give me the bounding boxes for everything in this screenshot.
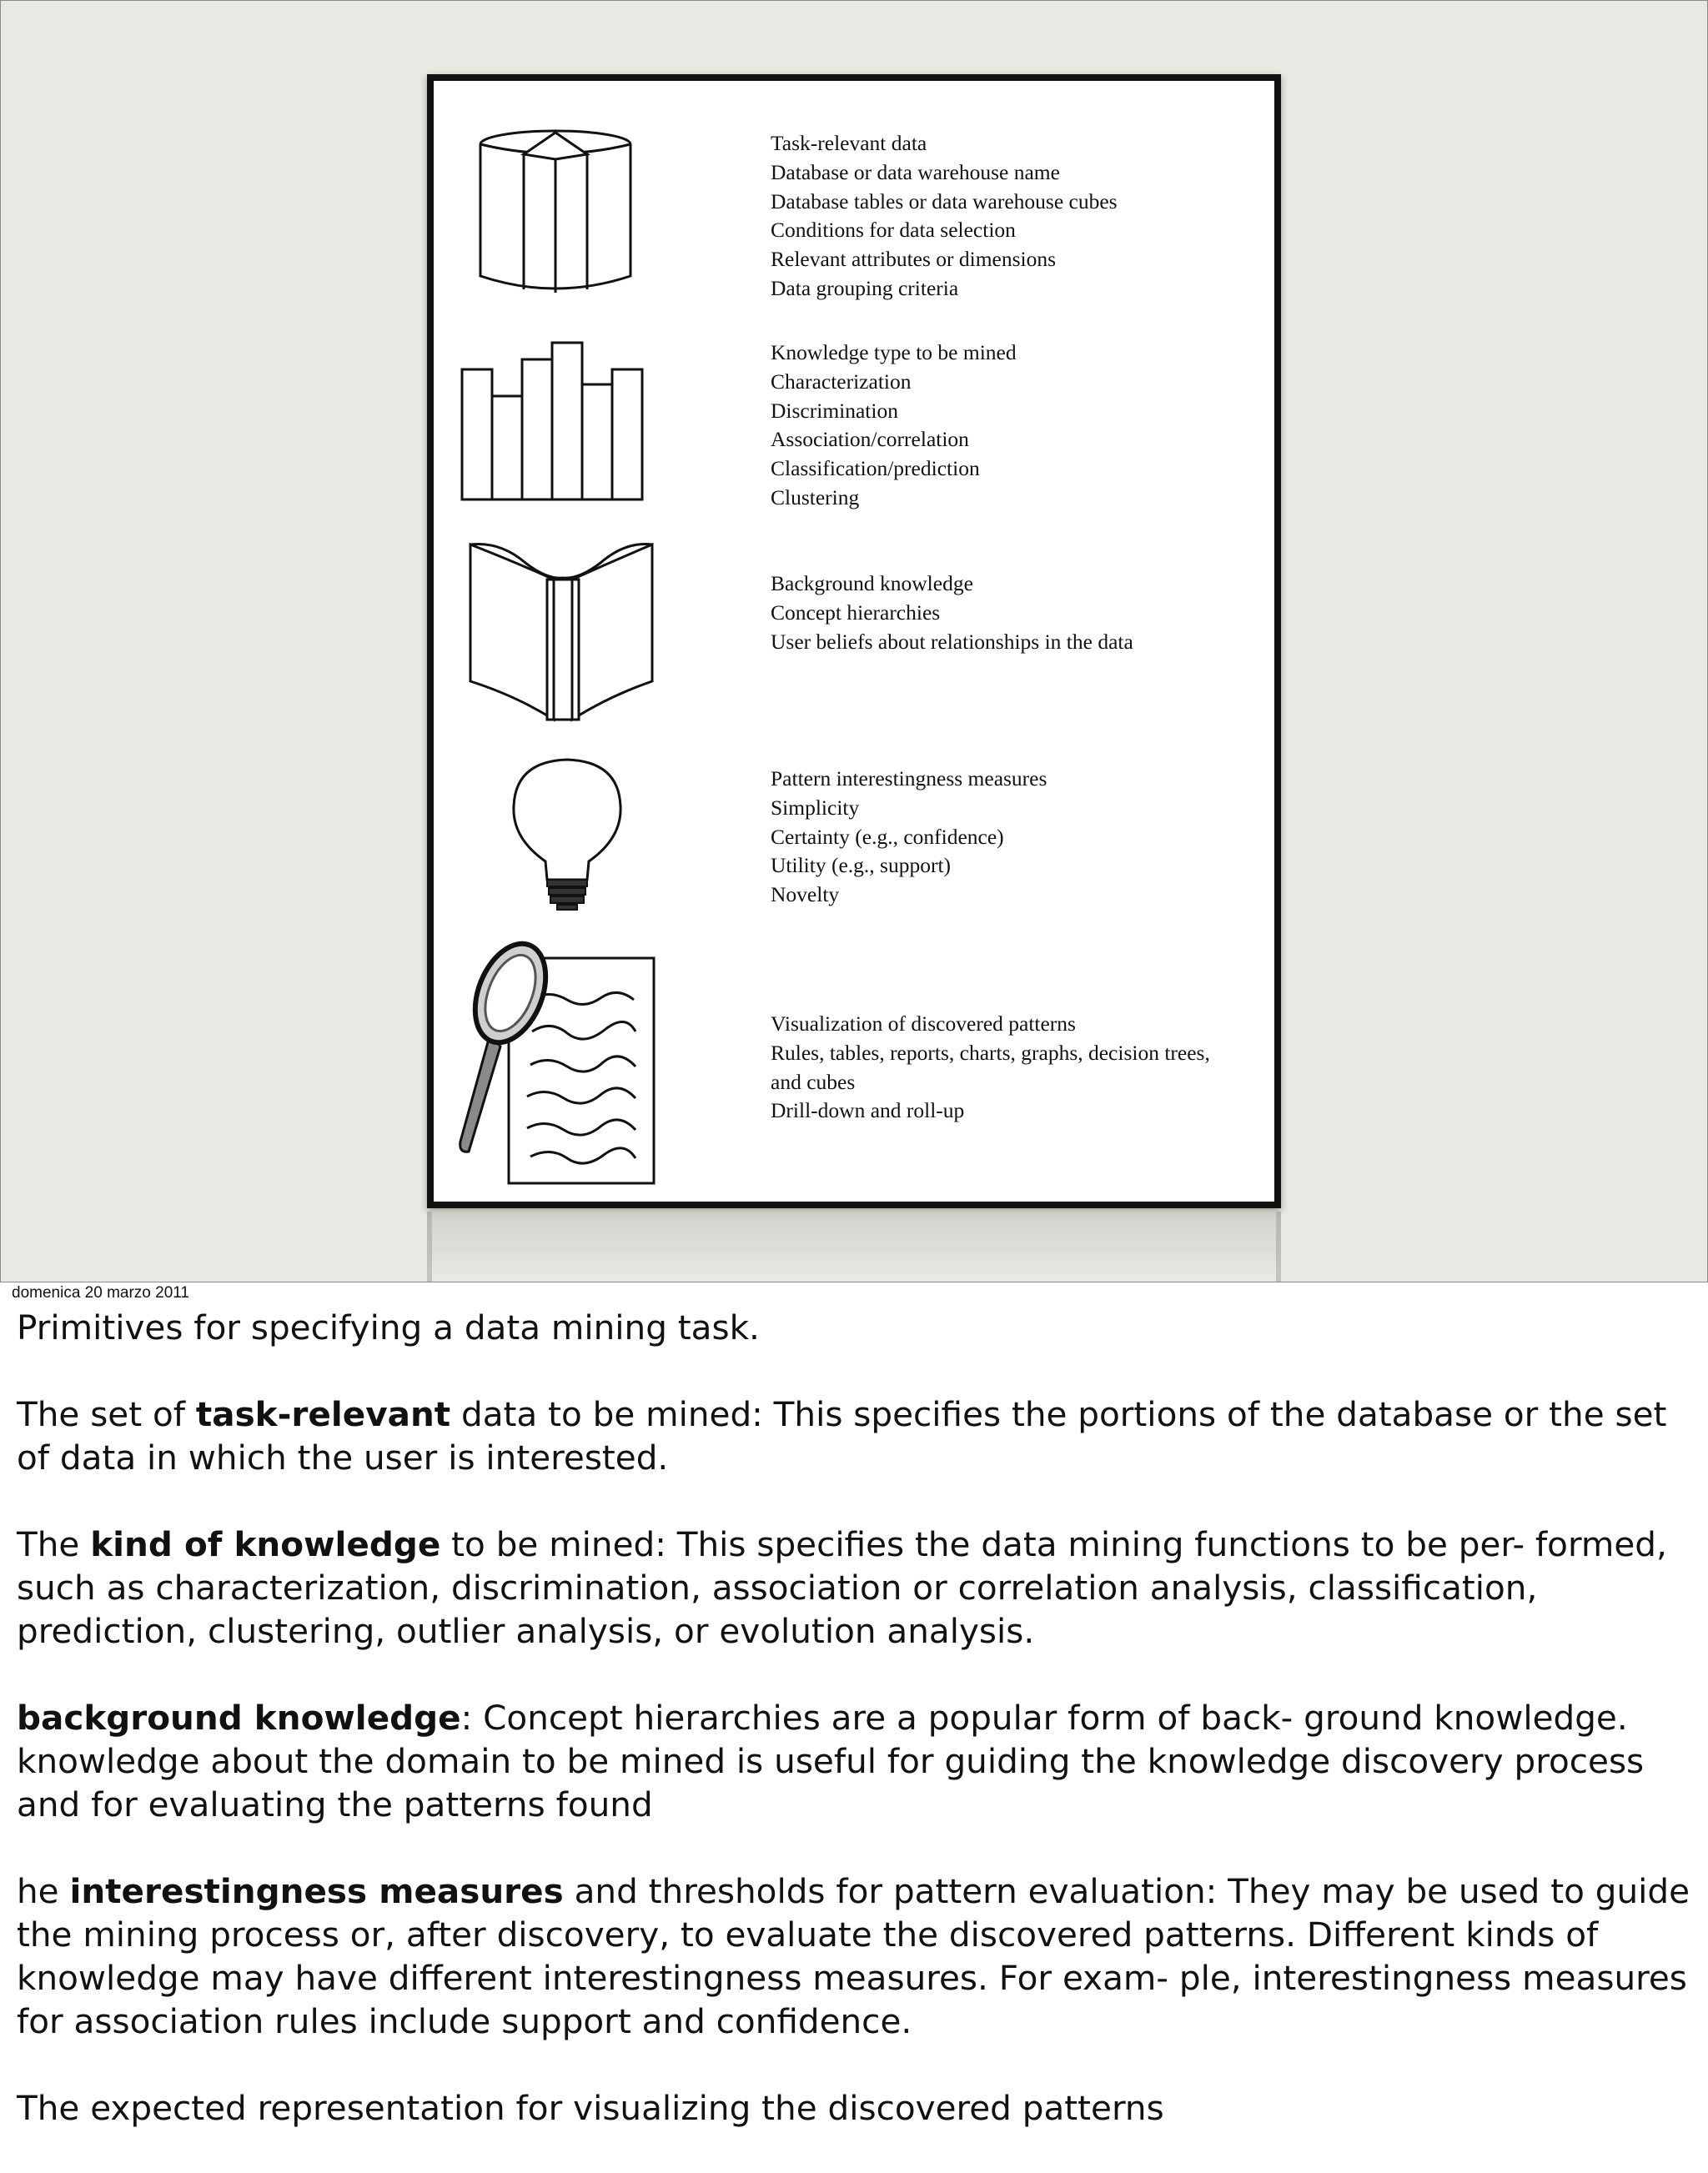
group-item: Database tables or data warehouse cubes: [771, 188, 1118, 213]
group-heading: Task-relevant data: [771, 131, 927, 155]
group-item: Utility (e.g., support): [771, 853, 952, 878]
group-knowledge-type: [771, 339, 1017, 513]
group-item: Classification/prediction: [771, 456, 980, 481]
group-item: Drill-down and roll-up: [771, 1098, 965, 1123]
bar-chart-icon: [459, 339, 659, 506]
group-heading: Visualization of discovered patterns: [771, 1011, 1076, 1036]
notes-paragraph-representation: The expected representation for visualizing the discovered patterns: [17, 2088, 1164, 2128]
light-bulb-icon: [509, 755, 625, 913]
group-item: Characterization: [771, 369, 912, 394]
group-item: User beliefs about relationships in the data: [771, 629, 1133, 654]
group-item: Relevant attributes or dimensions: [771, 247, 1057, 272]
group-heading: Pattern interestingness measures: [771, 766, 1047, 790]
photo-reflection: [427, 1212, 1281, 1282]
notes-title: Primitives for specifying a data mining task.: [17, 1307, 760, 1347]
group-item: Database or data warehouse name: [771, 159, 1060, 184]
group-item: Rules, tables, reports, charts, graphs, decision trees,: [771, 1040, 1210, 1065]
group-task-relevant-data: [771, 129, 1118, 304]
notes-keyword: kind of knowledge: [90, 1524, 441, 1564]
notes-keyword: task-relevant: [195, 1394, 451, 1434]
group-item: Concept hierarchies: [771, 600, 941, 625]
notes-paragraph-background-knowledge: background knowledge: Concept hierarchies are a popular form of back- ground knowledge. knowledge about the domain to be mined is useful for guiding the knowledge discovery process and for evaluating the patterns found: [17, 1698, 1645, 1824]
notes-keyword: interestingness measures: [69, 1871, 564, 1911]
group-item: Simplicity: [771, 795, 860, 820]
open-book-icon: [467, 538, 659, 723]
group-interestingness-measures: [771, 765, 1047, 910]
group-item: Clustering: [771, 484, 860, 509]
group-heading: Knowledge type to be mined: [771, 340, 1017, 364]
notes-paragraph-task-relevant: The set of task-relevant data to be mined: This specifies the portions of the database or the set of data in which the user is interested.: [17, 1394, 1667, 1478]
group-item: and cubes: [771, 1069, 856, 1094]
group-item: Discrimination: [771, 398, 898, 423]
figure-photo: [427, 74, 1281, 1208]
group-item: Conditions for data selection: [771, 218, 1016, 243]
group-background-knowledge: [771, 570, 1133, 656]
database-cylinder-icon: [472, 126, 639, 301]
group-item: Association/correlation: [771, 427, 969, 452]
notes-keyword: background knowledge: [17, 1698, 461, 1738]
slide-date: domenica 20 marzo 2011: [12, 1284, 189, 1302]
group-item: Novelty: [771, 882, 840, 907]
group-item: Certainty (e.g., confidence): [771, 824, 1004, 849]
group-visualization: [771, 1010, 1210, 1126]
notes-paragraph-kind-of-knowledge: The kind of knowledge to be mined: This specifies the data mining functions to be per- formed, such as characterization, discrimination, association or correlation analysis, classification, prediction, clustering, outlier analysis, or evolution analysis.: [17, 1524, 1667, 1651]
speaker-notes: [17, 1306, 1693, 2173]
group-item: Data grouping criteria: [771, 275, 959, 300]
group-heading: Background knowledge: [771, 571, 973, 595]
notes-paragraph-interestingness: he interestingness measures and thresholds for pattern evaluation: They may be used to guide the mining process or, after discovery, to evaluate the discovered patterns. Different kinds of knowledge may have different interestingness measures. For exam- ple, interestingness measures for association rules include support and confidence.: [17, 1871, 1690, 2041]
magnifier-document-icon: [450, 940, 659, 1190]
